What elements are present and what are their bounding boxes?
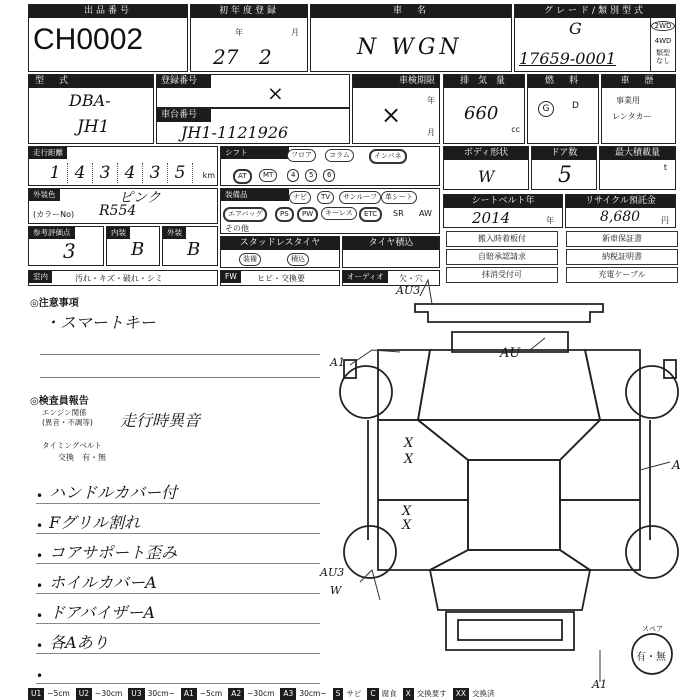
lot-number: CH0002: [33, 23, 144, 56]
score-cell: [28, 226, 104, 266]
legend-value: 交換済: [472, 689, 495, 698]
legend-key: A1: [181, 688, 197, 700]
legend-key: XX: [453, 688, 469, 700]
fw-label: FW: [221, 271, 241, 283]
caution-text: ・スマートキー: [44, 313, 156, 332]
equip-aw: AW: [419, 209, 432, 218]
displacement-label: 排 気 量: [444, 75, 524, 88]
drive-4wd: 4WD: [654, 37, 672, 45]
equip-etc: ETC: [359, 207, 382, 222]
tire-cell: [342, 236, 440, 268]
fuel-gasoline: G: [538, 101, 554, 117]
shift-6: 6: [323, 169, 335, 182]
history-business: 事業用: [616, 96, 640, 105]
car-name-cell: [310, 4, 512, 72]
inspection-month-unit: 月: [427, 128, 435, 137]
interior-condition-cell: [28, 270, 218, 286]
equipment-cell: [220, 188, 440, 234]
body-value: W: [478, 167, 495, 186]
legend-key: X: [403, 688, 414, 700]
exterior-grade: B: [187, 239, 201, 260]
grade-value: G: [569, 19, 582, 38]
first-registration-year: 27: [213, 45, 239, 69]
service-6: 充電ケーブル: [566, 267, 678, 283]
legend-key: A3: [280, 688, 296, 700]
inspector-note-item: [36, 654, 320, 684]
damage-legend: [28, 688, 700, 700]
spare-value: 有・無: [636, 652, 666, 663]
equipment-label: 装備品: [221, 189, 289, 201]
audio-options: 欠・穴: [399, 274, 423, 283]
bullet-icon: •: [36, 669, 44, 683]
left-front-panel: [378, 350, 430, 420]
mileage-digit: 4: [68, 163, 93, 183]
model-prefix: DBA-: [69, 91, 111, 110]
legend-value: ~30cm: [95, 689, 123, 698]
caution-label: ◎注意事項: [30, 298, 79, 309]
legend-value: ~5cm: [47, 689, 70, 698]
studless-loaded: 積込: [287, 253, 309, 266]
mileage-digits: [43, 163, 193, 183]
left-rear-door: [378, 500, 468, 570]
shift-mt: MT: [259, 169, 277, 182]
inspection-value: ×: [381, 101, 402, 129]
rear-left-wheel: [344, 526, 396, 578]
mileage-digit: 5: [168, 163, 193, 183]
equip-sunroof: サンルーフ: [339, 191, 381, 204]
studless-equipped: 装備: [239, 253, 261, 266]
service-4: 納税証明書: [566, 249, 678, 265]
year-unit: 年: [235, 28, 243, 37]
mileage-unit: km: [202, 171, 215, 180]
inspector-note-text: Fグリル割れ: [49, 513, 141, 532]
first-registration-cell: [190, 4, 308, 72]
bullet-icon: •: [36, 489, 44, 503]
model-code: JH1: [77, 117, 110, 137]
recycle-label: リサイクル預託金: [566, 195, 675, 208]
studless-label: スタッドレスタイヤ: [221, 237, 339, 250]
inspector-note-text: ハンドルカバー付: [49, 483, 178, 502]
audio-label: オーディオ: [343, 271, 388, 283]
interior-grade-cell: [106, 226, 160, 266]
grade-cell: [514, 4, 676, 72]
first-registration-month: 2: [259, 45, 272, 69]
color-value: ピンク: [119, 190, 161, 206]
score-label: 参考評価点: [29, 227, 75, 239]
service-2: 新車保証書: [566, 231, 678, 247]
right-front-door: [560, 420, 640, 500]
seatbelt-year: 2014: [472, 209, 511, 227]
car-name-label: 車 名: [311, 5, 511, 18]
inspection-cell: [352, 74, 440, 144]
mark-right-door: A: [672, 458, 681, 472]
inspector-note-item: [36, 504, 320, 534]
inspector-note-text: コアサポート歪み: [49, 543, 178, 562]
equip-airbag: エアバッグ: [223, 207, 267, 222]
model-cell: [28, 74, 154, 144]
interior-grade-label: 内装: [107, 227, 130, 239]
legend-value: 腐食: [381, 689, 397, 698]
displacement-value: 660: [464, 103, 499, 124]
history-cell: [601, 74, 676, 144]
month-unit: 月: [291, 28, 299, 37]
color-label: 外装色: [29, 189, 60, 201]
type-flag: 類型 なし: [656, 49, 670, 65]
seatbelt-cell: [443, 194, 563, 228]
engine-note: 走行時異音: [120, 411, 201, 430]
legend-key: U3: [128, 688, 144, 700]
inspection-label: 車検期限: [353, 75, 439, 88]
inspector-note-text: ドアバイザーA: [49, 603, 155, 622]
drive-options: [650, 18, 675, 71]
shift-inpane: インパネ: [369, 149, 407, 164]
bullet-icon: •: [36, 639, 44, 653]
shift-cell: [220, 146, 440, 186]
service-1: 搬入時着板付: [446, 231, 558, 247]
equip-sr: SR: [393, 209, 404, 218]
shift-at: AT: [233, 169, 252, 184]
registration-cell: [156, 74, 350, 108]
x-mark-3: X: [402, 504, 412, 519]
fw-cell: [220, 270, 340, 286]
windshield: [418, 420, 600, 460]
type-code: 17659-0001: [519, 49, 617, 68]
mark-rear-bumper: A1: [592, 678, 607, 691]
color-cell: [28, 188, 218, 224]
note-lines: [40, 332, 320, 378]
car-name: N WGN: [357, 35, 463, 60]
equip-other-label: その他: [225, 224, 249, 233]
mileage-label: 走行距離: [29, 147, 67, 159]
legend-key: A2: [228, 688, 244, 700]
fuel-diesel: D: [572, 101, 579, 111]
exterior-grade-label: 外装: [163, 227, 186, 239]
body-cell: [443, 146, 529, 190]
equip-ps: PS: [275, 207, 294, 222]
interior-grade: B: [131, 239, 145, 260]
service-3: 自賠承認請求: [446, 249, 558, 265]
legend-value: 30cm~: [299, 689, 327, 698]
registration-value: ×: [267, 81, 284, 105]
mileage-digit: 3: [143, 163, 168, 183]
inspection-year-unit: 年: [427, 96, 435, 105]
mileage-digit: 3: [93, 163, 118, 183]
score-value: 3: [63, 239, 76, 263]
body-label: ボディ形状: [444, 147, 528, 160]
rear-right-wheel: [626, 526, 678, 578]
fw-options: ヒビ・交換要: [257, 274, 305, 283]
recycle-amount: 8,680: [600, 209, 641, 225]
legend-value: サビ: [346, 689, 362, 698]
model-label: 型 式: [29, 75, 153, 88]
history-label: 車 歴: [602, 75, 675, 88]
inspector-note-item: [36, 534, 320, 564]
max-load-unit: t: [663, 163, 667, 172]
studless-cell: [220, 236, 340, 268]
legend-value: ~30cm: [247, 689, 275, 698]
rear-panel: [430, 570, 590, 610]
color-no-label: (カラーNo): [33, 210, 75, 219]
shift-label: シフト: [221, 147, 289, 159]
inspector-note-item: [36, 474, 320, 504]
max-load-label: 最大積載量: [600, 147, 675, 160]
tire-label: タイヤ積込: [343, 237, 439, 250]
mark-hood: AU: [500, 346, 521, 361]
color-no: R554: [99, 203, 137, 219]
front-bumper: [415, 304, 603, 322]
legend-key: S: [333, 688, 344, 700]
shift-floor: フロア: [287, 149, 316, 162]
timing-label: タイミングベルト: [42, 441, 102, 450]
chassis-number: JH1-1121926: [181, 123, 289, 142]
engine-label: エンジン関係 (異音・不調等): [42, 408, 93, 427]
legend-value: 30cm~: [147, 689, 175, 698]
mark-rear-left-w: W: [330, 584, 342, 597]
service-5: 抹消受付可: [446, 267, 558, 283]
equip-leather: 革シート: [381, 191, 417, 204]
rear-plate: [458, 620, 562, 640]
seatbelt-unit: 年: [546, 216, 554, 225]
history-rental: レンタカー: [612, 112, 652, 121]
shift-5: 5: [305, 169, 317, 182]
legend-key: C: [367, 688, 378, 700]
inspector-note-item: [36, 624, 320, 654]
inspector-note-text: 各Aあり: [49, 633, 109, 652]
displacement-unit: cc: [511, 125, 520, 134]
doors-cell: [531, 146, 597, 190]
mileage-digit: 1: [43, 163, 68, 183]
x-mark-4: X: [402, 518, 412, 533]
lot-number-cell: [28, 4, 188, 72]
displacement-cell: [443, 74, 525, 144]
right-rear-door: [560, 500, 640, 570]
max-load-cell: [599, 146, 676, 190]
roof: [468, 460, 560, 550]
first-registration-label: 初年度登録: [191, 5, 307, 18]
equip-keyless: キーレス: [321, 207, 357, 220]
x-mark-1: X: [404, 436, 414, 451]
seatbelt-label: シートベルト年: [444, 195, 562, 208]
x-mark-2: X: [404, 452, 414, 467]
timing-options: 交換 有・無: [58, 453, 106, 462]
registration-label: 登録番号: [157, 75, 211, 88]
legend-value: 交換要す: [416, 689, 447, 698]
drive-2wd: 2WD: [651, 21, 675, 31]
recycle-unit: 円: [661, 216, 669, 225]
bullet-icon: •: [36, 579, 44, 593]
interior-condition: 汚れ・キズ・破れ・シミ: [75, 274, 163, 283]
mileage-cell: [28, 146, 218, 186]
mileage-digit: 4: [118, 163, 143, 183]
fuel-cell: [527, 74, 599, 144]
audio-cell: [342, 270, 440, 286]
inspector-note-item: [36, 564, 320, 594]
inspector-note-item: [36, 594, 320, 624]
exterior-grade-cell: [162, 226, 218, 266]
chassis-cell: [156, 108, 350, 144]
left-front-door: [378, 420, 468, 500]
shift-4: 4: [287, 169, 299, 182]
legend-value: ~5cm: [199, 689, 223, 698]
inspector-notes-list: [36, 474, 320, 684]
legend-key: U1: [28, 688, 44, 700]
equip-navi: ナビ: [289, 191, 311, 204]
inspector-label: ◎検査員報告: [30, 396, 89, 407]
mark-left-fender: A1: [330, 356, 345, 369]
recycle-cell: [565, 194, 676, 228]
legend-key: U2: [76, 688, 92, 700]
equip-pw: PW: [297, 207, 318, 222]
spare-label: スペア: [642, 625, 663, 633]
mark-front-bumper: AU3: [396, 284, 421, 297]
chassis-label: 車台番号: [157, 109, 211, 122]
bullet-icon: •: [36, 519, 44, 533]
rear-window: [430, 550, 590, 570]
mark-rear-left: AU3: [320, 566, 345, 579]
doors-label: ドア数: [532, 147, 596, 160]
grade-label: グレード/類別型式: [515, 5, 675, 18]
fuel-label: 燃 料: [528, 75, 598, 88]
doors-value: 5: [558, 163, 572, 188]
front-left-wheel: [340, 366, 392, 418]
rear-bumper: [446, 612, 574, 650]
bullet-icon: •: [36, 549, 44, 563]
equip-tv: TV: [317, 191, 334, 204]
shift-column: コラム: [325, 149, 354, 162]
front-right-wheel: [626, 366, 678, 418]
bullet-icon: •: [36, 609, 44, 623]
interior-condition-label: 室内: [29, 271, 52, 283]
lot-number-label: 出品番号: [29, 5, 187, 18]
inspector-note-text: ホイルカバーA: [49, 573, 157, 592]
right-front-panel: [585, 350, 640, 420]
